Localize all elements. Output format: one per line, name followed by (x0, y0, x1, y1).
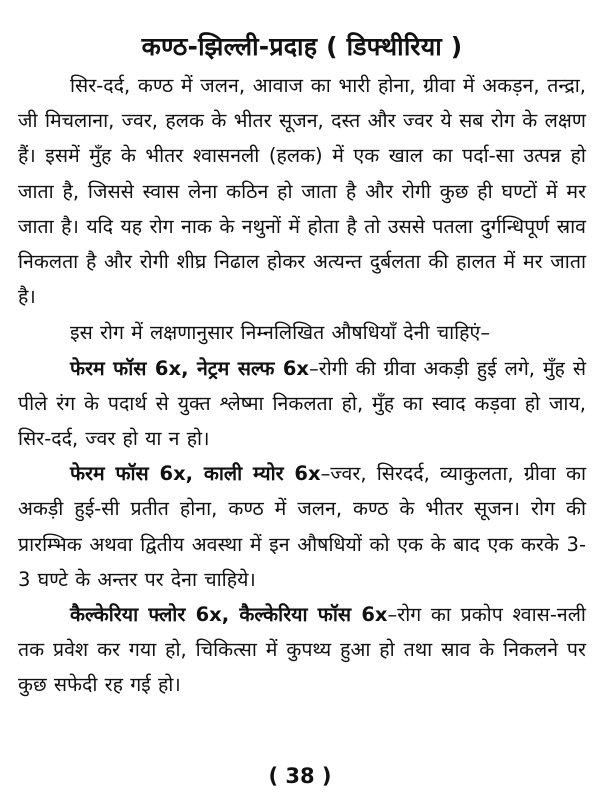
remedy-name: फेरम फॉस 6x, नेट्रम सल्फ 6x (70, 356, 310, 380)
remedy-name: फेरम फॉस 6x, काली म्योर 6x (70, 462, 321, 486)
intro-paragraph: सिर-दर्द, कण्ठ में जलन, आवाज का भारी होना, ग्रीवा में अकड़न, तन्द्रा, जी मिचलाना, ज्वर, हलक के भीतर सूजन, दस्त और ज्वर ये सब रोग के लक्षण हैं। इसमें मुँह के भीतर श्वासनली (हलक) में एक खाल का पर्दा-सा उत्पन्न हो जाता है, जिससे स्वास लेना कठिन हो जाता है और रोगी कुछ ही घण्टों में मर जाता है। यदि यह रोग नाक के नथुनों में होता है तो उससे पतला दुर्गन्धिपूर्ण स्राव निकलता है और रोगी शीघ्र निढाल होकर अत्यन्त दुर्बलता की हालत में मर जाता है। (18, 74, 586, 309)
chapter-title: कण्ठ-झिल्ली-प्रदाह ( डिफ्थीरिया ) (141, 32, 463, 61)
remedy-description: –ज्वर, सिरदर्द, व्याकुलता, ग्रीवा का अकड़ी हुई-सी प्रतीत होना, कण्ठ में जलन, कण्ठ के भीतर सूजन। रोग की प्रारम्भिक अथवा द्वितीय अवस्था में इन औषधियों को एक के बाद एक करके 3-3 घण्टे के अन्तर पर देना चाहिये। (18, 462, 587, 591)
remedy-description: –रोगी की ग्रीवा अकड़ी हुई लगे, मुँह से पीले रंग के पदार्थ से युक्त श्लेष्मा निकलता हो, मुँह का स्वाद कड़वा हो जाय, सिर-दर्द, ज्वर हो या न हो। (18, 356, 586, 451)
remedy-name: कैल्केरिया फ्लोर 6x, कैल्केरिया फॉस 6x (70, 603, 388, 627)
remedy-description: –रोग का प्रकोप श्वास-नली तक प्रवेश कर गया हो, चिकित्सा में कुपथ्य हुआ हो तथा स्राव के निकलने पर कुछ सफेदी रह गई हो। (18, 603, 586, 697)
remedy-paragraph-2 (18, 456, 586, 597)
page-number: ( 38 ) (268, 764, 332, 788)
remedy-paragraph-3 (18, 597, 586, 703)
remedy-paragraph-1 (18, 351, 586, 457)
medicines-intro-paragraph: इस रोग में लक्षणानुसार निम्नलिखित औषधियाँ देनी चाहिएं– (70, 321, 491, 345)
